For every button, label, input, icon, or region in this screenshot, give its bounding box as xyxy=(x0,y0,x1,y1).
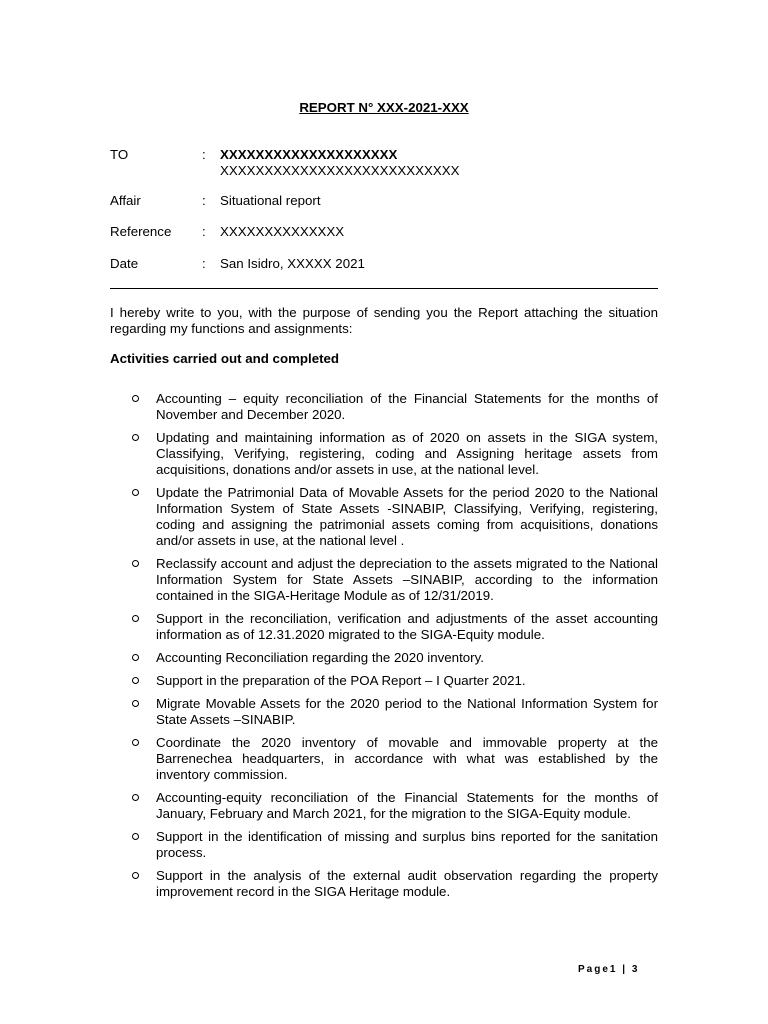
to-recipient-title: XXXXXXXXXXXXXXXXXXXXXXXXXXX xyxy=(220,163,460,178)
intro-paragraph: I hereby write to you, with the purpose of sending you the Report attaching the situation regarding my functions and assignments: xyxy=(110,305,658,336)
page-separator: | xyxy=(622,964,628,975)
reference-colon: : xyxy=(202,224,206,239)
page-total: 3 xyxy=(631,964,640,975)
activity-item xyxy=(110,611,658,643)
activity-text: Coordinate the 2020 inventory of movable and immovable property at the Barrenechea headquarters, in accordance with what was established by the inventory commission. xyxy=(156,735,658,782)
reference-row xyxy=(110,224,670,240)
date-value: San Isidro, XXXXX 2021 xyxy=(220,256,365,271)
affair-row xyxy=(110,193,670,209)
activity-item xyxy=(110,790,658,822)
activity-item xyxy=(110,650,658,666)
page-current: 1 xyxy=(609,964,618,975)
activity-text: Support in the preparation of the POA Report – I Quarter 2021. xyxy=(156,673,526,688)
to-value xyxy=(220,147,670,179)
hollow-bullet-icon xyxy=(132,489,139,496)
hollow-bullet-icon xyxy=(132,654,139,661)
hollow-bullet-icon xyxy=(132,833,139,840)
activity-text: Accounting – equity reconciliation of the Financial Statements for the months of November and December 2020. xyxy=(156,391,658,422)
page-footer xyxy=(578,962,639,978)
activity-item xyxy=(110,673,658,689)
activity-text: Accounting-equity reconciliation of the Financial Statements for the months of January, February and March 2021, for the migration to the SIGA-Equity module. xyxy=(156,790,658,821)
activity-text: Accounting Reconciliation regarding the 2020 inventory. xyxy=(156,650,484,665)
reference-value: XXXXXXXXXXXXXX xyxy=(220,224,345,239)
activity-item xyxy=(110,696,658,728)
hollow-bullet-icon xyxy=(132,739,139,746)
affair-colon: : xyxy=(202,193,206,208)
hollow-bullet-icon xyxy=(132,395,139,402)
activity-item xyxy=(110,735,658,783)
hollow-bullet-icon xyxy=(132,615,139,622)
report-title: REPORT N° XXX-2021-XXX xyxy=(299,100,469,115)
activity-text: Support in the analysis of the external audit observation regarding the property improvement record in the SIGA Heritage module. xyxy=(156,868,658,899)
activity-item xyxy=(110,485,658,549)
activity-text: Update the Patrimonial Data of Movable Assets for the period 2020 to the National Information System of State Assets -SINABIP, Classifying, Verifying, registering, coding and assigning the patrimonial assets coming from acquisitions, donations and/or assets in use, at the national level . xyxy=(156,485,658,548)
reference-label: Reference xyxy=(110,224,172,239)
hollow-bullet-icon xyxy=(132,700,139,707)
hollow-bullet-icon xyxy=(132,794,139,801)
section-heading: Activities carried out and completed xyxy=(110,351,340,366)
to-label: TO xyxy=(110,147,129,162)
activity-text: Reclassify account and adjust the depreciation to the assets migrated to the National Information System for State Assets –SINABIP, according to the information contained in the SIGA-Heritage Module as of 12/31/2019. xyxy=(156,556,658,603)
header-divider xyxy=(110,288,658,289)
page-word: Page xyxy=(578,964,610,975)
date-label: Date xyxy=(110,256,139,271)
affair-value: Situational report xyxy=(220,193,321,208)
activity-text: Support in the identification of missing and surplus bins reported for the sanitation process. xyxy=(156,829,658,860)
date-colon: : xyxy=(202,256,206,271)
activity-text: Migrate Movable Assets for the 2020 period to the National Information System for State Assets –SINABIP. xyxy=(156,696,658,727)
affair-label: Affair xyxy=(110,193,141,208)
to-recipient-name: XXXXXXXXXXXXXXXXXXXX xyxy=(220,147,398,162)
activity-item xyxy=(110,829,658,861)
hollow-bullet-icon xyxy=(132,872,139,879)
activity-text: Updating and maintaining information as of 2020 on assets in the SIGA system, Classifying, Verifying, registering, coding and Assigning heritage assets from acquisitions, donations and/or assets in use, at the national level. xyxy=(156,430,658,477)
activity-item xyxy=(110,430,658,478)
activity-item xyxy=(110,868,658,900)
activity-item xyxy=(110,556,658,604)
hollow-bullet-icon xyxy=(132,677,139,684)
activity-item xyxy=(110,391,658,423)
hollow-bullet-icon xyxy=(132,434,139,441)
hollow-bullet-icon xyxy=(132,560,139,567)
to-colon: : xyxy=(202,147,206,162)
to-row xyxy=(110,147,670,179)
date-row xyxy=(110,256,670,272)
activity-text: Support in the reconciliation, verification and adjustments of the asset accounting information as of 12.31.2020 migrated to the SIGA-Equity module. xyxy=(156,611,658,642)
activities-list xyxy=(110,391,658,907)
